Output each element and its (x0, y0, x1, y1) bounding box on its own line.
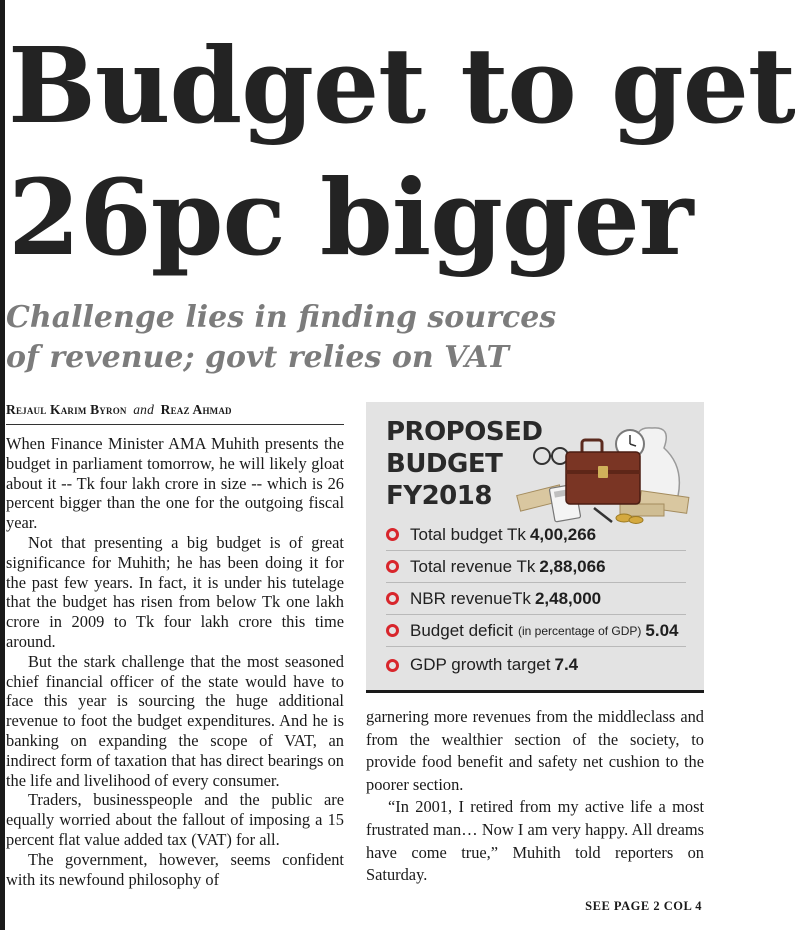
stat-label: Budget deficit (410, 620, 514, 640)
headline (8, 20, 795, 284)
infobox-title-line: FY2018 (386, 481, 492, 511)
stat-value: 4,00,266 (529, 524, 597, 544)
bullet-icon (386, 659, 399, 672)
article-column-left (6, 434, 344, 889)
page-edge-rule (0, 0, 5, 930)
stat-note: (in percentage of GDP) (518, 623, 642, 638)
article-paragraph: Not that presenting a big budget is of great significance for Muhith; he has been doing it for the past few years. In fact, it is under his tutelage that the budget has risen from below Tk one lakh crore in 2009 to Tk four lakh crore this time around. (6, 532, 344, 651)
stat-label: GDP growth target (410, 655, 551, 674)
byline-author-2: Reaz Ahmad (160, 402, 232, 417)
article-paragraph: The government, however, seems confident with its newfound philosophy of (6, 849, 344, 889)
stat-label: NBR revenueTk (410, 588, 531, 608)
bullet-icon (386, 624, 399, 637)
subheadline-line-1: Challenge lies in finding sources (6, 300, 557, 335)
budget-stat-row (386, 519, 686, 551)
continued-on-page-link[interactable]: SEE PAGE 2 COL 4 (585, 899, 702, 913)
bullet-icon (386, 528, 399, 541)
stat-label: Total budget Tk (410, 524, 526, 544)
article-paragraph: When Finance Minister AMA Muhith presents the budget in parliament tomorrow, he will likely gloat about it -- Tk four lakh crore in size -- which is 26 percent bigger than the one for the outgoing fiscal year. (6, 434, 344, 533)
stat-value: 2,88,066 (539, 556, 606, 576)
subheadline (6, 298, 706, 378)
byline-divider (6, 424, 344, 425)
proposed-budget-infobox (366, 402, 704, 693)
subheadline-line-2: of revenue; govt relies on VAT (6, 340, 509, 375)
article-paragraph: But the stark challenge that the most seasoned chief financial officer of the state would have to face this year is sourcing the huge additional revenue to foot the budget expenditures. And he is banking on expanding the scope of VAT, an indirect form of taxation that has direct bearings on the life and livelihood of every consumer. (6, 651, 344, 790)
byline-conjunction: and (133, 402, 155, 417)
stat-label: Total revenue Tk (410, 556, 536, 576)
budget-stat-row (386, 551, 686, 583)
headline-line-2: 26pc bigger (8, 156, 693, 279)
infobox-title-line: BUDGET (386, 449, 503, 479)
budget-stat-row (386, 615, 686, 647)
stat-value: 7.4 (554, 655, 579, 674)
stat-value: 2,48,000 (534, 588, 602, 608)
headline-line-1: Budget to get (8, 24, 795, 147)
stat-value: 5.04 (645, 620, 679, 640)
article-paragraph: Traders, businesspeople and the public are equally worried about the fallout of imposing a 15 percent flat value added tax (VAT) for all. (6, 790, 344, 849)
byline-author-1: Rejaul Karim Byron (6, 402, 127, 417)
article-column-right (366, 706, 704, 887)
budget-stat-row (386, 583, 686, 615)
budget-stats-list (386, 519, 686, 683)
bullet-icon (386, 592, 399, 605)
byline (6, 402, 346, 418)
bullet-icon (386, 560, 399, 573)
article-paragraph: “In 2001, I retired from my active life a most frustrated man… Now I am very happy. All dreams have come true,” Muhith told reporters on Saturday. (366, 797, 704, 885)
budget-briefcase-icon (512, 418, 692, 526)
infobox-title-line: PROPOSED (386, 417, 543, 447)
budget-stat-row (386, 647, 686, 683)
article-paragraph: garnering more revenues from the middleclass and from the wealthier section of the society, to provide food benefit and safety net cushion to the poorer section. (366, 707, 704, 794)
